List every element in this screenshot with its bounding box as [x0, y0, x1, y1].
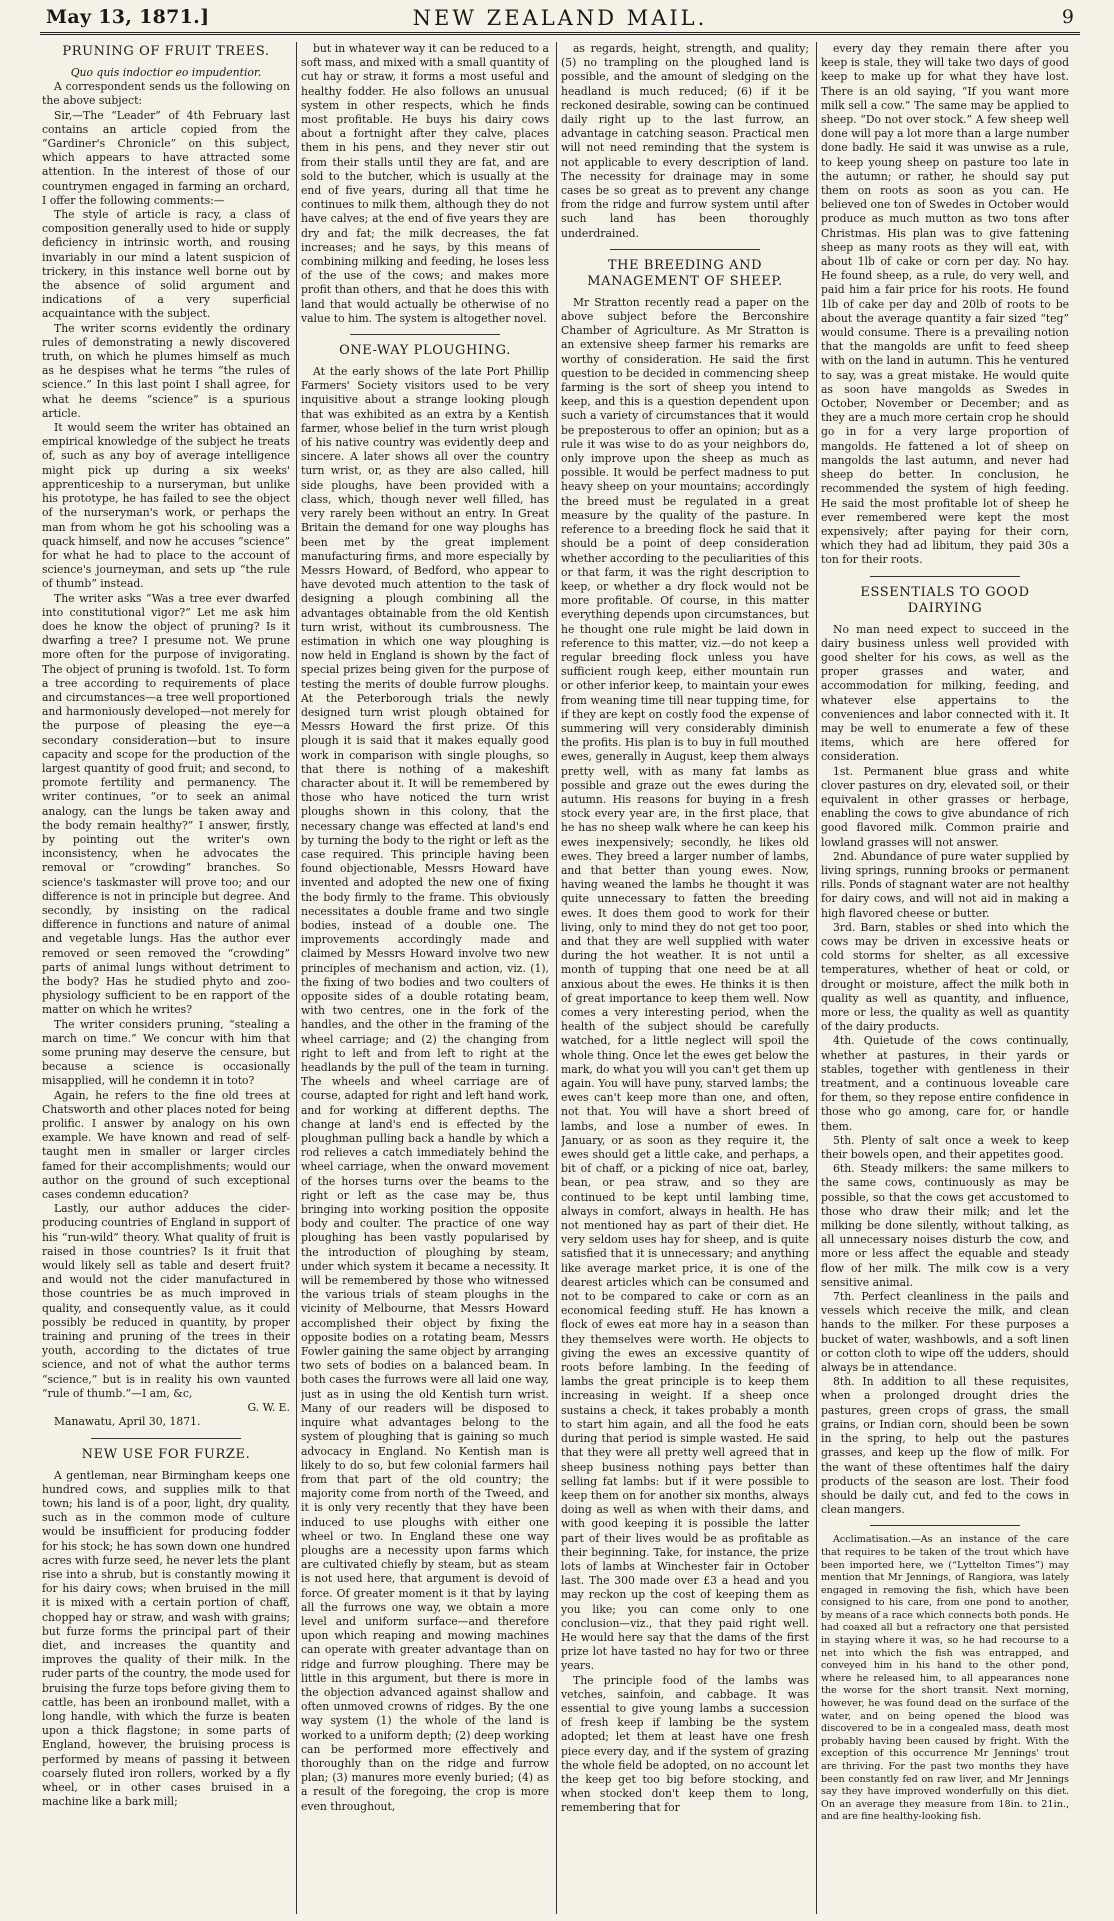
article-paragraph: 1st. Permanent blue grass and white clover pastures on dry, elevated soil, or their equivalent in other grasses or herbage, enabling the cows to give abundance of rich good flavored milk. Common prairie and lowland grasses will not answer. [821, 764, 1069, 849]
article-paragraph: A gentleman, near Birmingham keeps one hundred cows, and supplies milk to that town; his land is of a poor, light, dry quality, such as in the common mode of culture would be insufficient for producing fodder for his stock; he has sown down one hundred acres with furze seed, he never lets the plant rise into a shrub, but is constantly mowing it for his dairy cows; when bruised in the mill it is mixed with a certain portion of chaff, chopped hay or straw, and wash with grains; but furze forms the principal part of their diet, and increases the quantity and improves the quality of their milk. In the ruder parts of the country, the mode used for bruising the furze tops before giving them to cattle, has been an ironbound mallet, with a long handle, with which the furze is beaten upon a thick flagstone; in some parts of England, however, the bruising process is performed by means of passing it between coarsely fluted iron rollers, worked by a fly wheel, or in other cases bruised in a machine like a bark mill; [42, 1468, 290, 1809]
article-paragraph: Mr Stratton recently read a paper on the above subject before the Berconshire Chamber of Agriculture. As Mr Stratton is an extensive sheep farmer his remarks are worthy of consideration. He said the first question to be decided in commencing sheep farming is the sort of sheep you intend to keep, and this is a question dependent upon such a variety of circumstances that it would be preposterous to offer an opinion; but as a rule it was wise to do as your neighbors do, only improve upon the sheep as much as possible. It would be perfect madness to put heavy sheep on your mountains; accordingly the breed must be regulated in a great measure by the quality of the pasture. In reference to a breeding flock he said that it should be a point of deep consideration whether according to the peculiarities of this or that farm, it was the right description to keep, or whether a dry flock would not be more profitable. Of course, in this matter everything depends upon circumstances, but he thought one rule might be laid down in reference to this matter, viz.—do not keep a regular breeding flock unless you have sufficient rough keep, either mountain run or other inferior keep, to maintain your ewes from weaning time till near tupping time, for if they are kept on costly food the expense of summering will very considerably diminish the profits. His plan is to buy in full mouthed ewes, generally in August, keep them always pretty well, with as many fat lambs as possible and graze out the ewes during the autumn. His reasons for buying in a fresh stock every year are, in the first place, that he has no sheep walk where he can keep his ewes inexpensively; secondly, he likes old ewes. They breed a larger number of lambs, and that better than young ewes. Now, having weaned the lambs he thought it was quite unnecessary to fatten the breeding ewes. It does them good to work for their living, only to mind they do not get too poor, and that they are well supplied with water during the hot weather. It is not until a month of tupping that one need be at all anxious about the ewes. He thinks it is then of great importance to keep them well. Now comes a very interesting period, when the health of the subject should be carefully watched, for a little neglect will spoil the whole thing. Once let the ewes get below the mark, do what you will you can't get them up again. You will have puny, starved lambs; the ewes can't keep more than one, and often, not that. You will have a short breed of lambs, and lose a number of ewes. In January, or as soon as they require it, the ewes should get a little cake, and perhaps, a bit of chaff, or a picking of nice oat, barley, bean, or pea straw, and so they are continued to be kept until lambing time, always in comfort, always in health. He has not mentioned hay as part of their diet. He very seldom uses hay for sheep, and is quite satisfied that it is unnecessary; and anything like average market price, it is one of the dearest articles which can be consumed and not to be compared to cake or corn as an economical feeding stuff. He has known a flock of ewes eat more hay in a season than they themselves were worth. He objects to giving the ewes an excessive quantity of roots before lambing. In the feeding of lambs the great principle is to keep them increasing in weight. If a sheep once sustains a check, it takes probably a month to start him again, and all the food he eats during that period is simple wasted. He said that they were all pretty well agreed that in sheep business nothing pays better than selling fat lambs: but if it were possible to keep them on for another six months, always doing as well as when with their dams, and with good keeping it is possible the latter part of their lives would be as profitable as their beginning. Take, for instance, the prize lots of lambs at Winchester fair in October last. The 300 made over £3 a head and you may reckon up the cost of keeping them as you like; you can come only to one conclusion—viz., that they paid right well. He would here say that the dams of the first prize lot have tasted no hay for two or three years. [561, 295, 809, 1673]
article-heading: NEW USE FOR FURZE. [81, 1446, 251, 1462]
masthead [40, 6, 1080, 35]
article-paragraph: Lastly, our author adduces the cider-producing countries of England in support of his “run-wild” theory. What quality of fruit is raised in those countries? Is it fruit that would likely sell as table and desert fruit? and would not the cider manufactured in those countries be as much improved in quality, and consequently value, as it could possibly be reduced in quantity, by proper training and pruning of the trees in their youth, according to the dictates of true science, and not of what the author terms “science,” but is in reality his own vaunted “rule of thumb.”—I am, &c, [42, 1202, 290, 1400]
article-heading: PRUNING OF FRUIT TREES. [62, 44, 270, 59]
column-divider [556, 42, 557, 1914]
article-heading: ESSENTIALS TO GOOD DAIRYING [860, 584, 1030, 616]
column-2 [301, 42, 549, 1914]
article-paragraph: 6th. Steady milkers: the same milkers to the same cows, continuously as may be possible, so that the cows get accustomed to those who draw their milk; and let the milking be done silently, without talking, as all unnecessary noises disturb the cow, and more or less affect the equable and steady flow of her milk. The milk cow is a very sensitive animal. [821, 1162, 1069, 1289]
letter-dateline: Manawatu, April 30, 1871. [54, 1415, 201, 1429]
column-divider [296, 42, 297, 1914]
article-paragraph: 3rd. Barn, stables or shed into which the cows may be driven in excessive heats or cold storms for shelter, as all excessive temperatures, whether of heat or cold, or drought or moisture, affect the milk both in quality as well as quantity, and influence, more or less, the quality as well as quantity of the dairy products. [821, 920, 1069, 1034]
article-heading: ONE-WAY PLOUGHING. [339, 343, 511, 359]
article-paragraph: 8th. In addition to all these requisites, when a prolonged drought dries the pastures, green crops of grass, the small grains, or Indian corn, should been be sown in the spring, to help out the pastures grasses, and keep up the flow of milk. For the want of these oftentimes half the dairy products of the season are lost. Their food should be daily cut, and fed to the cows in clean mangers. [821, 1375, 1069, 1517]
section-divider [610, 249, 760, 250]
article-heading: THE BREEDING AND MANAGEMENT OF SHEEP. [587, 257, 783, 289]
article-paragraph: 4th. Quietude of the cows continually, whether at pastures, in their yards or stables, together with gentleness in their treatment, and a continuous loveable care for them, so they repose entire confidence in those who go among, care for, or handle them. [821, 1034, 1069, 1133]
article-paragraph: The principle food of the lambs was vetches, sainfoin, and cabbage. It was essential to give young lambs a succession of fresh keep if lambing be the system adopted; let them at least have one fresh piece every day, and if the system of grazing the whole field be adopted, on no account let the keep get too big before stocking, and when stocked don't keep them to long, remembering that for [561, 1673, 809, 1815]
article-motto: Quo quis indoctior eo impudentior. [70, 66, 262, 79]
article-paragraph: No man need expect to succeed in the dairy business unless well provided with good shelter for his cows, as well as the proper grasses and water, and accommodation for milking, feeding, and whatever else appertains to the conveniences and labor connected with it. It may be well to enumerate a few of these items, which are here offered for consideration. [821, 622, 1069, 764]
article-paragraph: It would seem the writer has obtained an empirical knowledge of the subject he treats of, such as any boy of average intelligence might pick up during a six weeks' apprenticeship to a nurseryman, but unlike his prototype, he has failed to see the object of the nurseryman's work, or perhaps the man from whom he got his schooling was a quack himself, and now he accuses “science” for what he had to place to the account of science's journeyman, and sets up “the rule of thumb” instead. [42, 421, 290, 591]
article-paragraph: 5th. Plenty of salt once a week to keep their bowels open, and their appetites good. [821, 1133, 1069, 1162]
column-divider [816, 42, 817, 1914]
article-paragraph: At the early shows of the late Port Phillip Farmers' Society visitors used to be very inquisitive about a strange looking plough that was exhibited as an extra by a Kentish farmer, whose belief in the turn wrist plough of his native country was evidently deep and sincere. A later shows all over the country turn wrist, or, as they are also called, hill side ploughs, have been provided with a class, which, though never well filled, has very rarely been without an entry. In Great Britain the demand for one way ploughs has been met by the great implement manufacturing firms, and more especially by Messrs Howard, of Bedford, who appear to have devoted much attention to the task of designing a plough combining all the advantages obtainable from the old Kentish turn wrist, without its cumbrousness. The estimation in which one way ploughing is now held in England is shown by the fact of special prizes being given for the purpose of testing the merits of double furrow ploughs. At the Peterborough trials the newly designed turn wrist plough obtained for Messrs Howard the first prize. Of this plough it is said that it makes equally good work in comparison with single ploughs, so that there is nothing of a makeshift character about it. It will be remembered by those who have noticed the turn wrist ploughs shown in this colony, that the necessary change was effected at land's end by turning the body to the right or left as the case required. This principle having been found objectionable, Messrs Howard have invented and adopted the new one of fixing the body firmly to the frame. This obviously necessitates a double frame and two single bodies, instead of a double one. The improvements accordingly made and claimed by Messrs Howard involve two new principles of mechanism and action, viz. (1), the fixing of two bodies and two coulters of opposite sides of a double rotating beam, with two centres, one in the fork of the handles, and the other in the framing of the wheel carriage; and (2) the changing from right to left and from left to right at the headlands by the pull of the team in turning. The wheels and wheel carriage are of course, adapted for right and left hand work, and for working at different depths. The change at land's end is effected by the ploughman pulling back a handle by which a rod relieves a catch immediately behind the wheel carriage, when the onward movement of the horses turns over the beams to the right or left as the case may be, thus bringing into working position the opposite body and coulter. The practice of one way ploughing has been vastly popularised by the introduction of ploughing by steam, under which system it became a necessity. It will be remembered by those who witnessed the various trials of steam ploughs in the vicinity of Melbourne, that Messrs Howard accomplished their object by fixing the opposite bodies on a rotating beam, Messrs Fowler gaining the same object by arranging two sets of bodies on a balanced beam. In both cases the furrows were all laid one way, just as in using the old Kentish turn wrist. Many of our readers will be disposed to inquire what advantages belong to the system of ploughing that is gaining so much advocacy in England. No Kentish man is likely to do so, but few colonial farmers hail from that part of the old country; the majority come from north of the Tweed, and it is only very recently that they have been induced to use ploughs with either one wheel or two. In England these one way ploughs are a necessity upon farms which are cultivated chiefly by steam, but as steam is not used here, that argument is devoid of force. Of greater moment is it that by laying all the furrows one way, we obtain a more level and uniform surface—and therefore upon which reaping and mowing machines can operate with greater advantage than on ridge and furrow ploughing. There may be little in this argument, but there is more in the objection advanced against shallow and often unmoved crowns of ridges. By the one way system (1) the whole of the land is worked to a uniform depth; (2) deep working can be performed more effectively and thoroughly than on the ridge and furrow plan; (3) manures more evenly buried; (4) as a result of the foregoing, the crop is more even throughout, [301, 365, 549, 1813]
news-item: Acclimatisation.—As an instance of the care that requires to be taken of the trout which have been imported here, we (“Lyttelton Times”) may mention that Mr Jennings, of Rangiora, was lately engaged in removing the fish, which have been consigned to his care, from one pond to another, by means of a race which connects both ponds. He had coaxed all but a refractory one that persisted in staying where it was, so he had recourse to a net into which the fish was entrapped, and conveyed him in his hand to the other pond, where he released him, to all appearances none the worse for the short transit. Next morning, however, he was found dead on the surface of the water, and on being opened the blood was discovered to be in a congealed mass, death most probably having been caused by fright. With the exception of this occurrence Mr Jennings' trout are thriving. For the past two months they have been constantly fed on raw liver, and Mr Jennings say they have improved wonderfully on this diet. On an average they measure from 18in. to 21in., and are fine healthy-looking fish. [821, 1534, 1069, 1823]
small-print-item [821, 1534, 1069, 1824]
column-3 [561, 42, 809, 1914]
column-1 [42, 42, 290, 1914]
article-paragraph: A correspondent sends us the following on the above subject: [42, 80, 290, 108]
article-paragraph: The style of article is racy, a class of composition generally used to hide or supply deficiency in intrinsic worth, and rousing invariably in our mind a latent suspicion of trickery, in this instance well borne out by the absence of solid argument and indications of a very superficial acquaintance with the subject. [42, 208, 290, 321]
article-paragraph: but in whatever way it can be reduced to a soft mass, and mixed with a small quantity of cut hay or straw, it forms a most useful and healthy fodder. He also follows an unusual system in other respects, which he finds most profitable. He buys his dairy cows about a fortnight after they calve, places them in his pens, and they never stir out from their stalls until they are fat, and are sold to the butcher, which is usually at the end of five years, during all that time he continues to milk them, although they do not have calves; at the end of five years they are dry and fat; the milk decreases, the fat increases; and he says, by this means of combining milking and feeding, he loses less of the use of the cows; and makes more profit than others, and that he does this with land that would actually be otherwise of no value to him. The system is altogether novel. [301, 42, 549, 325]
letter-signature: G. W. E. [247, 1401, 290, 1415]
article-paragraph: The writer scorns evidently the ordinary rules of demonstrating a newly discovered truth, on which he plumes himself as much as he despises what he terms “the rules of science.” In this last point I shall agree, for what he deems “science” is a spurious article. [42, 321, 290, 420]
article-paragraph: 2nd. Abundance of pure water supplied by living springs, running brooks or permanent rills. Ponds of stagnant water are not healthy for dairy cows, and will not aid in making a high flavored cheese or butter. [821, 849, 1069, 920]
section-divider [91, 1438, 241, 1439]
article-paragraph: 7th. Perfect cleanliness in the pails and vessels which receive the milk, and clean hands to the milker. For these purposes a bucket of water, washbowls, and a soft linen or cotton cloth to wipe off the udders, should always be in attendance. [821, 1290, 1069, 1375]
article-paragraph: Sir,—The “Leader” of 4th February last contains an article copied from the “Gardiner's Chronicle” on this subject, which appears to have attracted some attention. In the interest of those of our countrymen engaged in farming an orchard, I offer the following comments:— [42, 108, 290, 207]
section-divider [870, 576, 1020, 577]
column-4 [821, 42, 1069, 1914]
article-paragraph: Again, he refers to the fine old trees at Chatsworth and other places noted for being prolific. I answer by analogy on his own example. We have known and read of self-taught men in smaller or larger circles famed for their accomplishments; would our author on the ground of such exceptional cases condemn education? [42, 1088, 290, 1202]
article-paragraph: The writer considers pruning, “stealing a march on time.” We concur with him that some pruning may deserve the censure, but because a science is occasionally misapplied, will he condemn it in toto? [42, 1017, 290, 1088]
article-paragraph: every day they remain there after you keep is stale, they will take two days of good keep to make up for what they have lost. There is an old saying, “If you want more milk sell a cow.” The same may be applied to sheep. “Do not over stock.” A few sheep well done will pay a lot more than a large number done badly. He said it was unwise as a rule, to keep young sheep on pasture too late in the autumn; or rather, he should say put them on roots as soon as you can. He believed one ton of Swedes in October would produce as much mutton as two tons after Christmas. His plan was to give fattening sheep as many roots as they will eat, with about 1lb of cake or corn per day. No hay. He found sheep, as a rule, do very well, and paid him a fair price for his roots. He found 1lb of cake per day and 20lb of roots to be about the average quantity a fair sized “teg” would consume. There is a prevailing notion that the mangolds are unfit to feed sheep with on the land in autumn. This he ventured to say, was a great mistake. He would quite as soon have mangolds as Swedes in October, November or December; and as they are a much more certain crop he should go in for a very large proportion of mangolds. He fattened a lot of sheep on mangolds the last autumn, and never had sheep do better. In conclusion, he recommended the system of high feeding. He said the most profitable lot of sheep he ever remembered were kept the most expensively; after paying for their corn, which they had ad libitum, they paid 30s a ton for their roots. [821, 42, 1069, 567]
section-divider [870, 1525, 1020, 1526]
section-divider [350, 334, 500, 335]
article-paragraph: as regards, height, strength, and quality; (5) no trampling on the ploughed land is possible, and the amount of sledging on the headland is much reduced; (6) if it be reckoned desirable, sowing can be continued daily right up to the last furrow, an advantage in catching season. Practical men will not need reminding that the system is not applicable to every description of land. The necessity for drainage may in some cases be so great as to prevent any change from the ridge and furrow system until after such land has been thoroughly underdrained. [561, 42, 809, 240]
page-number: 9 [1061, 6, 1074, 28]
issue-date: May 13, 1871.] [46, 6, 210, 28]
article-paragraph: The writer asks “Was a tree ever dwarfed into constitutional vigor?” Let me ask him does he know the object of pruning? Is it dwarfing a tree? I presume not. We prune more often for the purpose of invigorating. The object of pruning is twofold. 1st. To form a tree according to requirements of place and circumstances—a tree well proportioned and harmoniously developed—not merely for the purpose of pleasing the eye—a secondary consideration—but to insure capacity and scope for the production of the largest quantity of good fruit; and second, to promote fertility and permanency. The writer continues, “or to seek an animal analogy, can the lungs be taken away and the body remain healthy?” I answer, firstly, by pointing out the writer's own inconsistency, when he advocates the removal or “crowding” branches. So science's taskmaster will prove too; and our difference is not in principle but degree. And secondly, by insisting on the radical difference in functions and nature of animal and vegetable lungs. Has the author ever removed or seen removed the “crowding” parts of animal lungs without detriment to the body? Has he studied phyto and zoo-physiology sufficient to be en rapport of the matter on which he writes? [42, 591, 290, 1017]
newspaper-title: NEW ZEALAND MAIL. [412, 6, 708, 30]
